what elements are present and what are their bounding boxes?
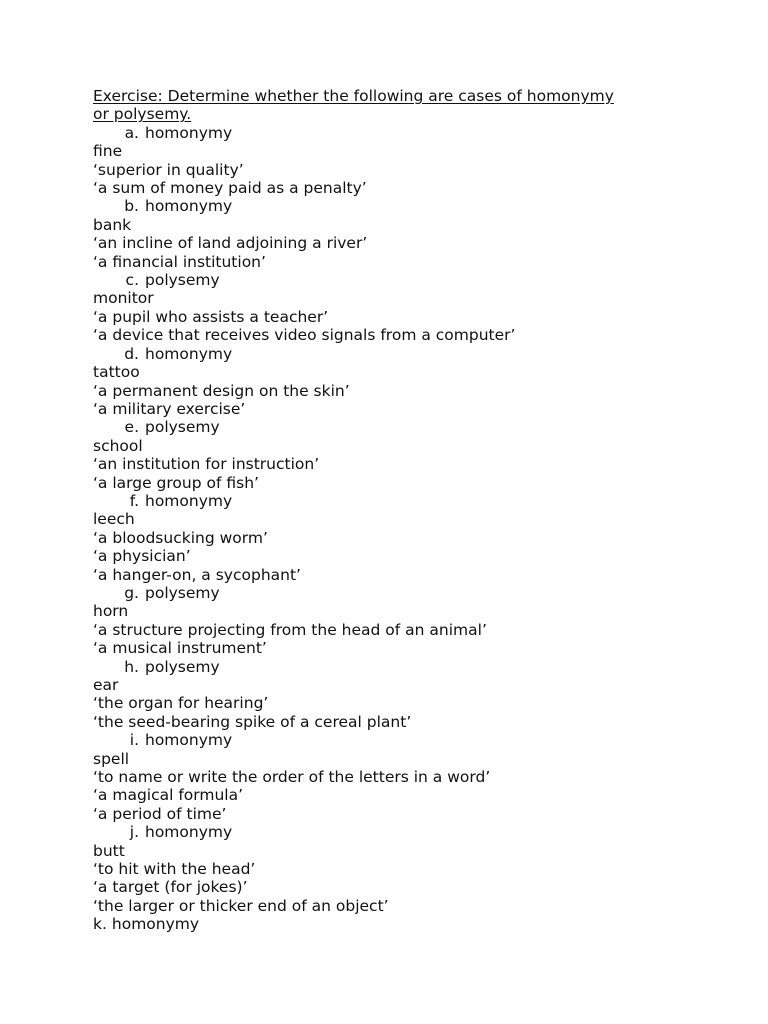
exercise-title-line-2: or polysemy. bbox=[93, 105, 192, 124]
word-sense: ‘the larger or thicker end of an object’ bbox=[93, 896, 389, 915]
list-item-answer bbox=[93, 731, 693, 749]
word-term: fine bbox=[93, 142, 123, 161]
list-marker: c. bbox=[125, 271, 139, 290]
word-sense: ‘a musical instrument’ bbox=[93, 639, 267, 658]
word-sense: ‘a pupil who assists a teacher’ bbox=[93, 307, 329, 326]
list-marker: h. bbox=[124, 657, 139, 676]
exercise-title-line-1: Exercise: Determine whether the following are cases of homonymy bbox=[93, 87, 614, 105]
word-sense: ‘a target (for jokes)’ bbox=[93, 878, 248, 897]
word-sense: ‘a military exercise’ bbox=[93, 399, 246, 418]
answer-text: homonymy bbox=[145, 731, 233, 750]
list-item-answer-final bbox=[93, 915, 693, 933]
list-marker: a. bbox=[124, 123, 139, 142]
word-term: bank bbox=[93, 215, 132, 234]
list-item-answer bbox=[93, 823, 693, 841]
word-term: spell bbox=[93, 749, 130, 768]
answer-text: homonymy bbox=[145, 344, 233, 363]
answer-text: polysemy bbox=[145, 271, 220, 290]
word-sense: ‘to hit with the head’ bbox=[93, 860, 256, 879]
word-term: horn bbox=[93, 602, 129, 621]
document-page bbox=[93, 87, 693, 934]
word-sense: ‘a magical formula’ bbox=[93, 786, 244, 805]
list-item-answer bbox=[93, 124, 693, 142]
answer-text: polysemy bbox=[145, 583, 220, 602]
list-item-answer bbox=[93, 584, 693, 602]
answer-text: polysemy bbox=[145, 418, 220, 437]
list-item-answer bbox=[93, 418, 693, 436]
answer-text: polysemy bbox=[145, 657, 220, 676]
list-item-answer bbox=[93, 658, 693, 676]
word-sense: ‘to name or write the order of the letters in a word’ bbox=[93, 768, 491, 787]
answer-text: homonymy bbox=[111, 915, 200, 934]
word-sense: ‘a permanent design on the skin’ bbox=[93, 381, 350, 400]
list-item-answer bbox=[93, 197, 693, 215]
answer-text: homonymy bbox=[145, 197, 233, 216]
word-sense: ‘a period of time’ bbox=[93, 804, 227, 823]
list-marker: d. bbox=[124, 344, 139, 363]
answer-text: homonymy bbox=[145, 491, 233, 510]
list-marker: e. bbox=[124, 418, 139, 437]
list-marker: k. bbox=[93, 915, 107, 934]
word-sense: ‘a bloodsucking worm’ bbox=[93, 528, 268, 547]
list-marker: g. bbox=[124, 583, 139, 602]
word-sense: ‘a physician’ bbox=[93, 547, 191, 566]
word-term: leech bbox=[93, 510, 135, 529]
word-sense: ‘superior in quality’ bbox=[93, 160, 244, 179]
list-marker: i. bbox=[129, 731, 139, 750]
list-marker: f. bbox=[129, 491, 139, 510]
word-term: butt bbox=[93, 841, 125, 860]
list-marker: j. bbox=[129, 823, 139, 842]
answer-text: homonymy bbox=[145, 123, 233, 142]
word-sense: ‘the seed-bearing spike of a cereal plant’ bbox=[93, 712, 412, 731]
list-item-answer bbox=[93, 345, 693, 363]
list-item-answer bbox=[93, 492, 693, 510]
word-sense: ‘a hanger-on, a sycophant’ bbox=[93, 565, 301, 584]
word-sense: ‘the organ for hearing’ bbox=[93, 694, 269, 713]
word-sense: ‘an incline of land adjoining a river’ bbox=[93, 234, 368, 253]
word-term: school bbox=[93, 436, 143, 455]
word-sense: ‘a structure projecting from the head of an animal’ bbox=[93, 620, 487, 639]
word-sense: ‘a large group of fish’ bbox=[93, 473, 259, 492]
list-marker: b. bbox=[124, 197, 139, 216]
word-term: ear bbox=[93, 676, 119, 694]
word-term: monitor bbox=[93, 289, 154, 308]
answer-text: homonymy bbox=[145, 823, 233, 842]
word-term: tattoo bbox=[93, 363, 140, 382]
word-sense: ‘a sum of money paid as a penalty’ bbox=[93, 179, 367, 198]
list-item-answer bbox=[93, 271, 693, 289]
word-sense: ‘an institution for instruction’ bbox=[93, 455, 320, 474]
word-sense: ‘a financial institution’ bbox=[93, 252, 266, 271]
word-sense: ‘a device that receives video signals from a computer’ bbox=[93, 326, 516, 345]
